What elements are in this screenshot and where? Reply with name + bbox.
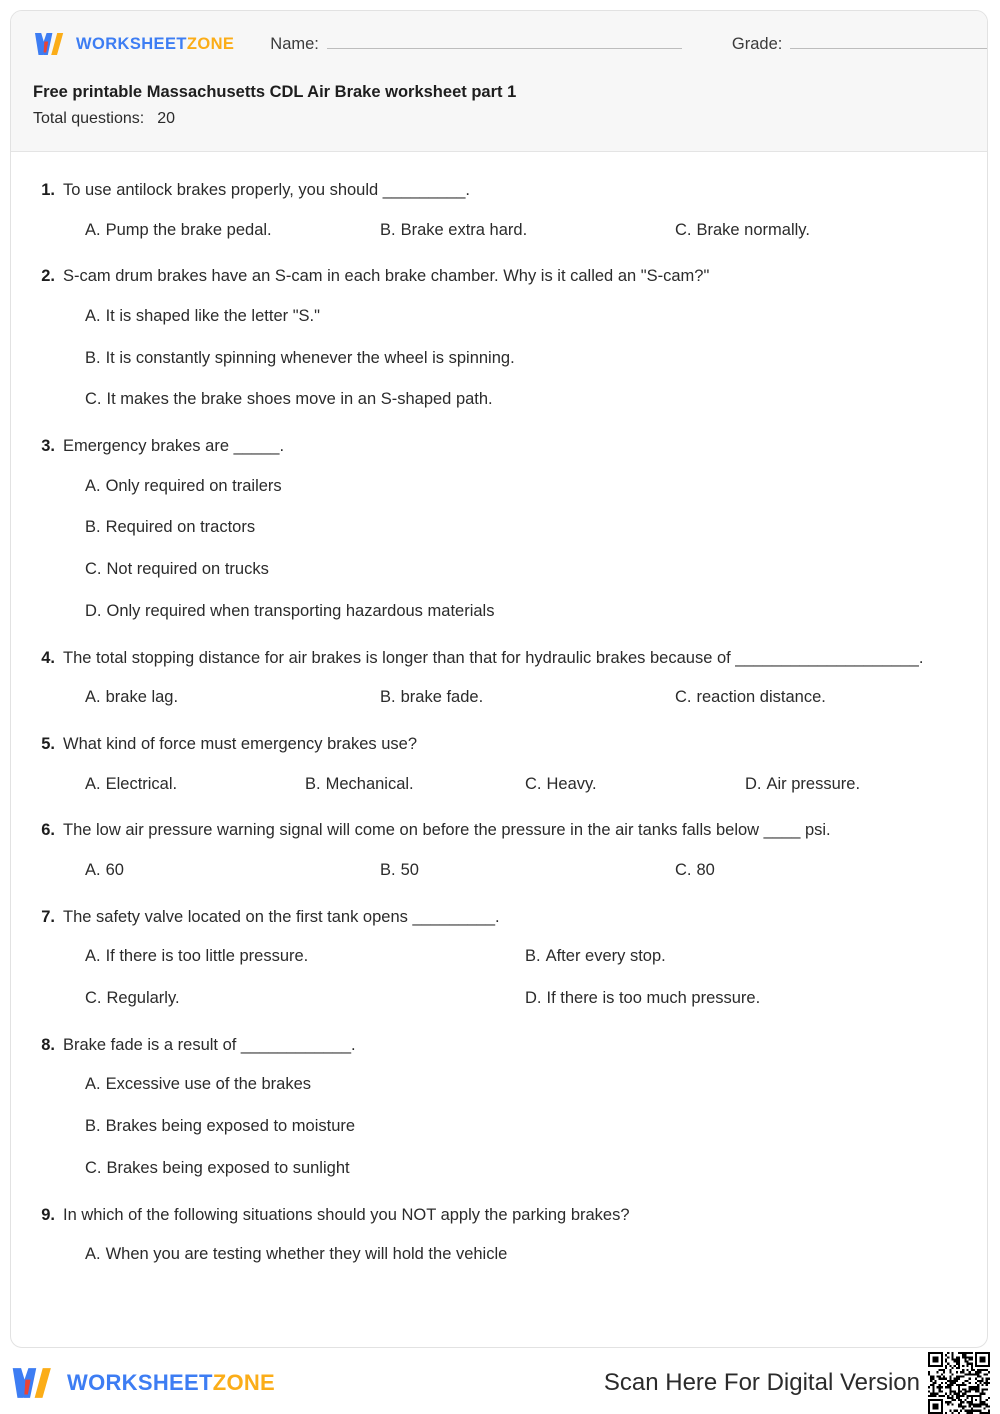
- question-number: 4.: [41, 648, 55, 667]
- total-questions-count: 20: [157, 109, 175, 127]
- question-body: [63, 732, 957, 796]
- footer-brand-name-first: WORKSHEET: [67, 1370, 213, 1395]
- brand-name: [76, 35, 234, 54]
- option-letter: B.: [85, 348, 101, 367]
- scan-block: [604, 1352, 990, 1414]
- question-item: [33, 264, 957, 412]
- option-choice[interactable]: [85, 1072, 311, 1097]
- qr-code-icon[interactable]: [928, 1352, 990, 1414]
- option-text: reaction distance.: [696, 688, 826, 707]
- option-choice[interactable]: [85, 218, 380, 243]
- option-text: Pump the brake pedal.: [105, 220, 272, 239]
- option-row: [85, 218, 957, 243]
- option-letter: A.: [85, 688, 101, 707]
- question-text: The total stopping distance for air brakes is longer than that for hydraulic brakes because of ____________________.: [63, 648, 924, 667]
- option-choice[interactable]: [85, 944, 525, 969]
- option-choice[interactable]: [85, 986, 525, 1011]
- option-letter: C.: [675, 860, 692, 879]
- option-choice[interactable]: [380, 218, 675, 243]
- option-text: Brake extra hard.: [400, 220, 528, 239]
- option-text: It makes the brake shoes move in an S-shaped path.: [106, 390, 493, 409]
- question-item: [33, 818, 957, 882]
- option-choice[interactable]: [85, 515, 255, 540]
- option-choice[interactable]: [675, 685, 826, 710]
- option-row: [85, 515, 957, 540]
- option-choice[interactable]: [525, 772, 745, 797]
- question-body: [63, 434, 957, 624]
- option-choice[interactable]: [305, 772, 525, 797]
- option-text: 60: [105, 860, 124, 879]
- question-item: [33, 646, 957, 710]
- option-row: [85, 387, 957, 412]
- name-field[interactable]: [270, 34, 682, 54]
- option-group: [63, 218, 957, 243]
- name-input-line[interactable]: [327, 34, 682, 49]
- option-letter: A.: [85, 306, 101, 325]
- option-letter: C.: [85, 390, 102, 409]
- question-body: [63, 646, 957, 710]
- question-number: 3.: [41, 437, 55, 456]
- question-number: 1.: [41, 181, 55, 199]
- question-number: 8.: [41, 1035, 55, 1054]
- option-row: [85, 346, 957, 371]
- option-row: [85, 858, 957, 883]
- option-group: [63, 304, 957, 412]
- option-row: [85, 1072, 957, 1097]
- option-choice[interactable]: [85, 685, 380, 710]
- option-letter: C.: [85, 560, 102, 579]
- option-row: [85, 474, 957, 499]
- worksheet-page: [10, 10, 988, 1348]
- option-choice[interactable]: [745, 772, 860, 797]
- option-text: Regularly.: [106, 988, 180, 1007]
- option-letter: A.: [85, 1245, 101, 1264]
- option-choice[interactable]: [525, 944, 666, 969]
- option-row: [85, 599, 957, 624]
- option-letter: A.: [85, 947, 101, 966]
- option-text: If there is too little pressure.: [105, 947, 309, 966]
- option-choice[interactable]: [85, 304, 320, 329]
- option-letter: B.: [525, 947, 541, 966]
- option-row: [85, 304, 957, 329]
- total-questions: [33, 107, 965, 130]
- option-text: Brakes being exposed to moisture: [105, 1117, 356, 1135]
- name-label: Name:: [270, 35, 319, 53]
- option-choice[interactable]: [85, 474, 282, 499]
- option-letter: D.: [745, 774, 762, 793]
- option-row: [85, 1114, 957, 1139]
- worksheetzone-w-logo-icon: [33, 31, 67, 57]
- header-top-row: [33, 29, 965, 59]
- option-group: [63, 772, 957, 797]
- question-number: 9.: [41, 1205, 55, 1224]
- option-text: 80: [696, 860, 715, 879]
- option-text: Heavy.: [546, 774, 597, 793]
- option-choice[interactable]: [85, 346, 515, 371]
- option-row: [85, 772, 957, 797]
- question-number: 6.: [41, 821, 55, 840]
- option-letter: A.: [85, 1075, 101, 1094]
- option-text: 50: [400, 860, 419, 879]
- question-text: The low air pressure warning signal will come on before the pressure in the air tanks falls below ____ psi.: [63, 821, 831, 840]
- option-choice[interactable]: [85, 858, 380, 883]
- option-row: [85, 1242, 957, 1267]
- option-text: Not required on trucks: [106, 560, 269, 579]
- option-letter: D.: [525, 988, 542, 1007]
- option-text: Excessive use of the brakes: [105, 1075, 312, 1094]
- option-group: [63, 944, 957, 1011]
- option-letter: B.: [380, 220, 396, 239]
- option-text: Required on tractors: [105, 518, 256, 537]
- question-text: Emergency brakes are _____.: [63, 437, 285, 456]
- option-letter: C.: [85, 1158, 102, 1177]
- option-group: [63, 474, 957, 624]
- grade-field[interactable]: [732, 34, 988, 54]
- total-questions-label: Total questions:: [33, 109, 145, 127]
- option-group: [63, 858, 957, 883]
- option-letter: A.: [85, 220, 101, 239]
- option-letter: B.: [85, 1117, 101, 1135]
- option-choice[interactable]: [85, 1242, 507, 1267]
- option-text: brake fade.: [400, 688, 484, 707]
- question-body: [63, 178, 957, 242]
- question-item: [33, 178, 957, 242]
- question-item: [33, 1203, 957, 1267]
- question-item: [33, 732, 957, 796]
- worksheet-header: [11, 11, 987, 152]
- option-letter: A.: [85, 476, 101, 495]
- question-number: 2.: [41, 267, 55, 286]
- question-body: [63, 1033, 957, 1181]
- option-row: [85, 685, 957, 710]
- option-text: It is shaped like the letter "S.": [105, 306, 320, 325]
- option-row: [85, 944, 957, 969]
- question-body: [63, 264, 957, 412]
- question-body: [63, 905, 957, 1011]
- scan-label: Scan Here For Digital Version: [603, 1369, 920, 1396]
- option-choice[interactable]: [380, 685, 675, 710]
- option-row: [85, 986, 957, 1011]
- question-number: 5.: [41, 735, 55, 753]
- option-text: Air pressure.: [766, 774, 861, 793]
- grade-label: Grade:: [731, 35, 783, 53]
- grade-input-line[interactable]: [790, 34, 988, 49]
- option-choice[interactable]: [675, 218, 810, 243]
- option-text: brake lag.: [105, 688, 179, 707]
- option-letter: B.: [85, 518, 101, 537]
- option-letter: B.: [305, 774, 321, 793]
- question-body: [63, 818, 957, 882]
- option-group: [63, 685, 957, 710]
- option-text: After every stop.: [545, 947, 666, 966]
- option-letter: C.: [525, 774, 542, 793]
- option-text: Only required when transporting hazardous materials: [106, 601, 495, 620]
- option-choice[interactable]: [85, 1114, 355, 1139]
- option-letter: B.: [380, 688, 396, 707]
- option-choice[interactable]: [85, 1156, 350, 1181]
- question-item: [33, 434, 957, 624]
- option-text: It is constantly spinning whenever the wheel is spinning.: [105, 348, 515, 367]
- option-choice[interactable]: [380, 858, 675, 883]
- option-letter: C.: [85, 988, 102, 1007]
- footer-brand-name-second: ZONE: [212, 1370, 276, 1395]
- option-letter: A.: [85, 774, 101, 793]
- worksheet-footer: [10, 1360, 990, 1406]
- option-letter: C.: [675, 688, 692, 707]
- question-text: The safety valve located on the first tank opens _________.: [63, 907, 500, 926]
- question-item: [33, 905, 957, 1011]
- option-letter: C.: [675, 220, 692, 239]
- option-group: [63, 1242, 957, 1267]
- option-letter: B.: [380, 860, 396, 879]
- option-text: Electrical.: [105, 774, 178, 793]
- option-text: Brakes being exposed to sunlight: [106, 1158, 350, 1177]
- question-number: 7.: [41, 907, 55, 926]
- questions-list: [11, 152, 987, 1299]
- option-choice[interactable]: [85, 557, 269, 582]
- question-item: [33, 1033, 957, 1181]
- option-choice[interactable]: [85, 772, 305, 797]
- option-choice[interactable]: [85, 387, 493, 412]
- option-row: [85, 557, 957, 582]
- footer-brand-logo: [10, 1365, 275, 1401]
- option-text: When you are testing whether they will hold the vehicle: [105, 1245, 508, 1264]
- brand-logo: [33, 31, 234, 57]
- option-choice[interactable]: [525, 986, 760, 1011]
- option-choice[interactable]: [675, 858, 715, 883]
- question-text: In which of the following situations should you NOT apply the parking brakes?: [63, 1205, 630, 1224]
- option-text: Mechanical.: [325, 774, 414, 793]
- page-title: Free printable Massachusetts CDL Air Brake worksheet part 1: [33, 83, 517, 101]
- option-row: [85, 1156, 957, 1181]
- option-choice[interactable]: [85, 599, 494, 624]
- question-body: [63, 1203, 957, 1267]
- brand-name-second: ZONE: [186, 34, 235, 53]
- option-letter: D.: [85, 601, 102, 620]
- title-block: [33, 81, 965, 130]
- question-text: What kind of force must emergency brakes use?: [63, 735, 417, 753]
- option-group: [63, 1072, 957, 1180]
- question-text: S-cam drum brakes have an S-cam in each brake chamber. Why is it called an "S-cam?": [63, 267, 710, 286]
- footer-brand-name: [67, 1370, 275, 1396]
- option-letter: A.: [85, 860, 101, 879]
- option-text: If there is too much pressure.: [546, 988, 761, 1007]
- option-text: Brake normally.: [696, 220, 810, 239]
- question-text: To use antilock brakes properly, you should _________.: [63, 181, 470, 199]
- option-text: Only required on trailers: [105, 476, 282, 495]
- worksheetzone-w-logo-icon: [10, 1365, 56, 1401]
- question-text: Brake fade is a result of ____________.: [63, 1035, 356, 1054]
- brand-name-first: WORKSHEET: [76, 34, 187, 53]
